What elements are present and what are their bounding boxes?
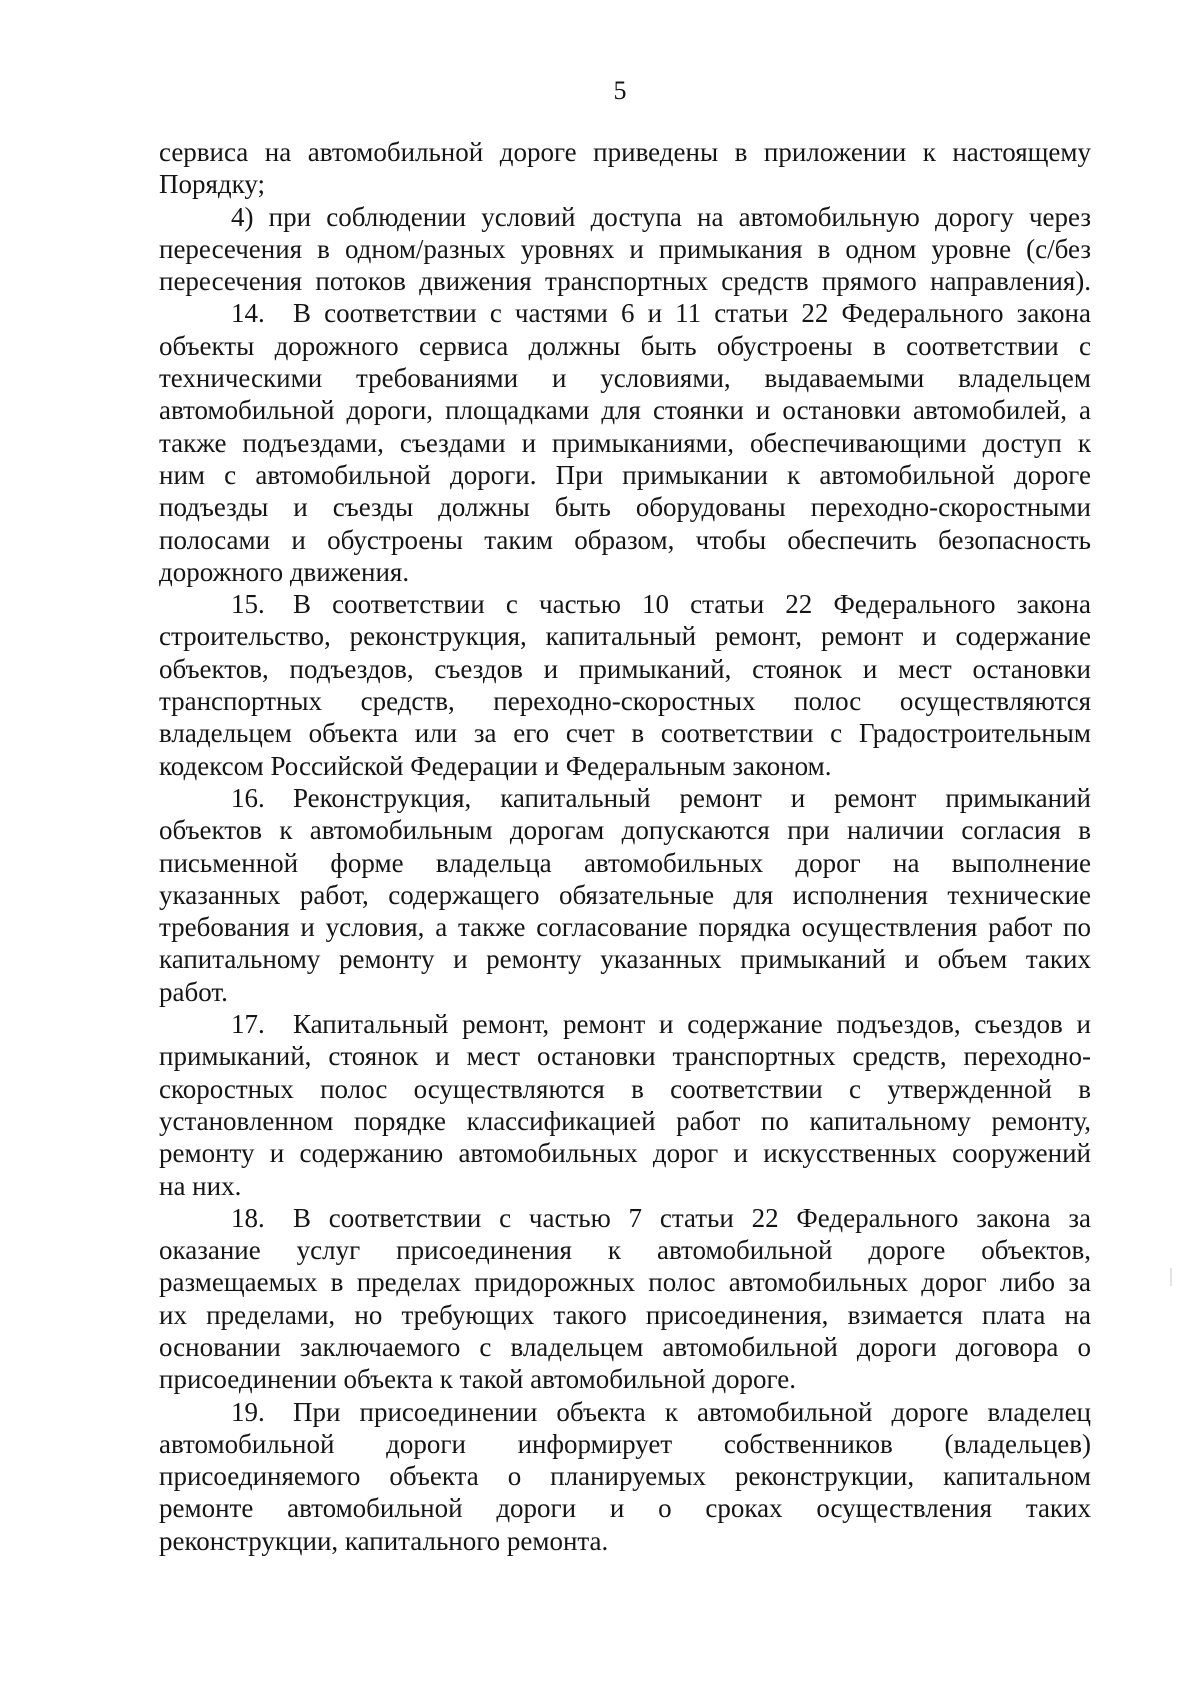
paragraph-continuation [159,136,1091,201]
paragraph-number: 15. [231,589,265,620]
paragraph-16 [159,782,1091,1008]
text-line-first [159,1008,1091,1040]
text-line: Капитальный ремонт, ремонт и содержание подъездов, съездов и [293,1009,1091,1040]
text-line: 4) при соблюдении условий доступа на автомобильную дорогу через [231,201,1091,232]
text-line: ремонте автомобильной дороги и о сроках осуществления таких [159,1493,1091,1524]
paragraph-number: 18. [231,1202,265,1233]
text-line: строительство, реконструкция, капитальный ремонт, ремонт и содержание [159,621,1091,652]
paragraph-14 [159,297,1091,588]
text-line-first [159,588,1091,620]
text-line: Реконструкция, капитальный ремонт и ремонт примыканий [293,782,1091,813]
text-line-first [159,782,1091,814]
text-line: письменной форме владельца автомобильных дорог на выполнение [159,847,1091,878]
text-line: основании заключаемого с владельцем автомобильной дороги договора о [159,1331,1091,1362]
text-line-first [159,1396,1091,1428]
text-line: транспортных средств, переходно-скоростных полос осуществляются [159,686,1091,717]
text-line: В соответствии с частями 6 и 11 статьи 22 Федерального закона [293,298,1091,329]
text-line: присоединяемого объекта о планируемых реконструкции, капитальном [159,1461,1091,1492]
text-line: присоединении объекта к такой автомобильной дороге. [159,1364,797,1395]
text-line: сервиса на автомобильной дороге приведены в приложении к настоящему [159,137,1091,167]
text-line: ремонту и содержанию автомобильных дорог и искусственных сооружений [159,1138,1091,1169]
text-line: дорожного движения. [159,556,410,587]
paragraph-number: 16. [231,782,265,813]
text-line: Порядку; [159,169,266,200]
text-line: скоростных полос осуществляются в соответствии с утвержденной в [159,1073,1091,1104]
text-line-first [159,297,1091,329]
paragraph-17 [159,1008,1091,1202]
text-line: подъезды и съезды должны быть оборудованы переходно-скоростными [159,492,1091,523]
text-line: работ. [159,976,228,1007]
text-line: размещаемых в пределах придорожных полос автомобильных дорог либо за [159,1267,1091,1298]
text-line: также подъездами, съездами и примыканиями, обеспечивающими доступ к [159,427,1091,458]
text-line: В соответствии с частью 7 статьи 22 Федерального закона за [293,1202,1091,1233]
paragraph-number: 14. [231,298,265,329]
text-line: пересечения потоков движения транспортных средств прямого направления). [159,266,1091,297]
text-line: ним с автомобильной дороги. При примыкании к автомобильной дороге [159,459,1091,490]
text-line: При присоединении объекта к автомобильной дороге владелец [293,1396,1091,1427]
text-line: автомобильной дороги, площадками для стоянки и остановки автомобилей, а [159,395,1091,426]
text-line: полосами и обустроены таким образом, чтобы обеспечить безопасность [159,524,1091,555]
paragraph-item-4 [159,201,1091,298]
paragraph-number: 17. [231,1009,265,1040]
paragraph-19 [159,1396,1091,1557]
text-line: автомобильной дороги информирует собственников (владельцев) [159,1428,1091,1459]
scan-artifact [1170,1268,1172,1286]
document-body [159,136,1091,1557]
text-line: реконструкции, капитального ремонта. [159,1525,609,1556]
text-line: указанных работ, содержащего обязательные для исполнения технические [159,879,1091,910]
text-line: примыканий, стоянок и мест остановки транспортных средств, переходно- [159,1041,1091,1072]
text-line: объектов, подъездов, съездов и примыканий, стоянок и мест остановки [159,653,1091,684]
text-line: объектов к автомобильным дорогам допускаются при наличии согласия в [159,815,1091,846]
text-line: пересечения в одном/разных уровнях и примыкания в одном уровне (с/без [159,233,1091,264]
text-line: требования и условия, а также согласование порядка осуществления работ по [159,912,1091,943]
text-line: техническими требованиями и условиями, выдаваемыми владельцем [159,363,1091,394]
text-line-first [159,1202,1091,1234]
text-line: установленном порядке классификацией работ по капитальному ремонту, [159,1105,1091,1136]
text-line: владельцем объекта или за его счет в соответствии с Градостроительным [159,718,1091,749]
paragraph-18 [159,1202,1091,1396]
text-line: кодексом Российской Федерации и Федеральным законом. [159,750,832,781]
paragraph-number: 19. [231,1396,265,1427]
text-line: В соответствии с частью 10 статьи 22 Федерального закона [293,589,1091,620]
text-line: их пределами, но требующих такого присоединения, взимается плата на [159,1299,1091,1330]
text-line: на них. [159,1170,242,1201]
text-line: оказание услуг присоединения к автомобильной дороге объектов, [159,1235,1091,1266]
page-number: 5 [613,76,627,105]
text-line: объекты дорожного сервиса должны быть обустроены в соответствии с [159,330,1091,361]
paragraph-15 [159,588,1091,782]
text-line: капитальному ремонту и ремонту указанных примыканий и объем таких [159,944,1091,975]
